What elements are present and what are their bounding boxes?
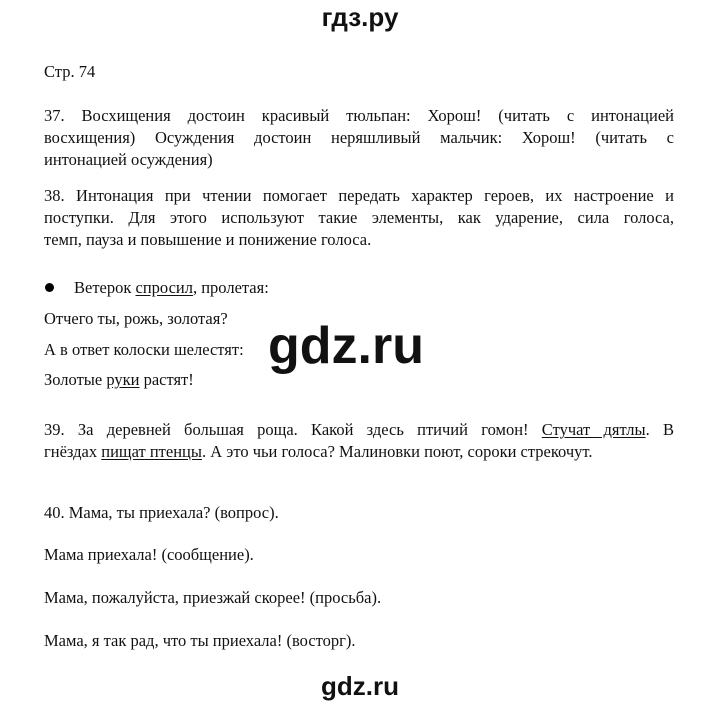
ex39-line-1-start: 39. За деревней большая роща. Какой здесь птичий гомон!: [44, 420, 542, 439]
ex39-underlined-2: пищат птенцы: [101, 442, 202, 461]
poem-underlined-word-1: спросил: [135, 278, 193, 297]
site-logo-header: гдз.ру: [321, 2, 399, 32]
ex40-line-4: Мама, я так рад, что ты приехала! (восторг).: [44, 631, 356, 650]
ex37-line-2: восхищения) Осуждения достоин неряшливый мальчик: Хорош! (читать с: [44, 128, 674, 147]
poem-underlined-word-2: руки: [106, 370, 140, 389]
bullet-icon: [45, 283, 54, 292]
ex39-line-2-start: гнёздах: [44, 442, 102, 461]
ex38-line-1: 38. Интонация при чтении помогает передать характер героев, их настроение и: [44, 186, 674, 205]
ex39-underlined-1: Стучат дятлы: [541, 420, 646, 439]
ex39-line-2: [44, 441, 593, 463]
ex40-line-2: Мама приехала! (сообщение).: [44, 545, 254, 564]
ex37-line-1: 37. Восхищения достоин красивый тюльпан: Хорош! (читать с интонацией: [44, 106, 674, 125]
poem-line-2: Отчего ты, рожь, золотая?: [44, 309, 228, 328]
poem-line-4-end: растят!: [139, 370, 194, 389]
poem-line-1: [74, 277, 269, 299]
ex37-line-3: интонацией осуждения): [44, 150, 213, 169]
ex39-line-1: [44, 419, 674, 441]
poem-line-3: А в ответ колоски шелестят:: [44, 340, 244, 359]
poem-line-4: [44, 369, 194, 391]
poem-line-1-start: Ветерок: [74, 278, 136, 297]
watermark-logo: gdz.ru: [268, 317, 424, 375]
ex40-line-3: Мама, пожалуйста, приезжай скорее! (просьба).: [44, 588, 382, 607]
site-logo-footer: gdz.ru: [321, 671, 399, 701]
ex38-line-3: темп, пауза и повышение и понижение голоса.: [44, 230, 372, 249]
ex38-line-2: поступки. Для этого используют такие элементы, как ударение, сила голоса,: [44, 208, 674, 227]
ex39-line-2-end: . А это чьи голоса? Малиновки поют, сороки стрекочут.: [201, 442, 593, 461]
poem-line-4-start: Золотые: [44, 370, 107, 389]
ex39-line-1-end: . В: [645, 420, 674, 439]
poem-line-1-end: , пролетая:: [192, 278, 269, 297]
page-reference: Стр. 74: [44, 62, 96, 81]
ex40-line-1: 40. Мама, ты приехала? (вопрос).: [44, 503, 279, 522]
